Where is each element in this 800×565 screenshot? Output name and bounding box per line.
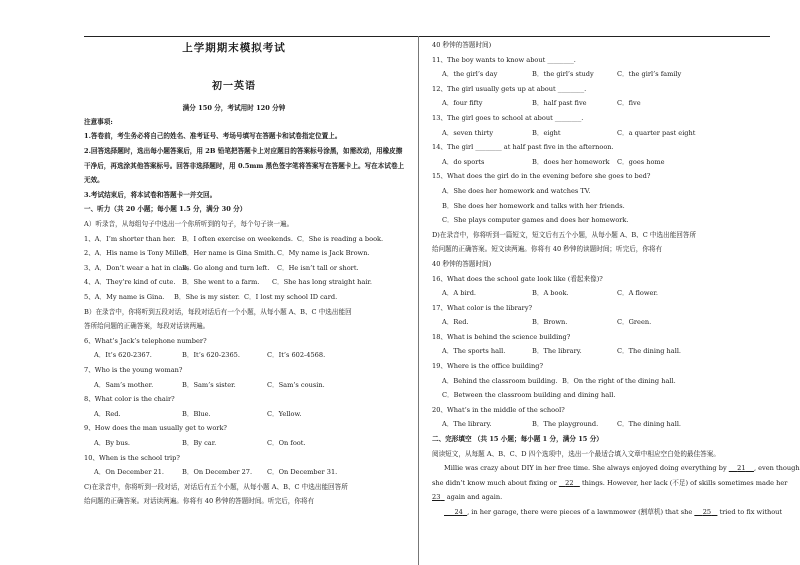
question-6: 6、What’s Jack’s telephone number? [84, 336, 207, 345]
score-info: 满分 150 分，考试用时 120 分钟 [182, 103, 286, 112]
question-17-options: A．Red. B．Brown. C．Green. [442, 318, 652, 327]
exam-title: 上学期期末模拟考试 [182, 42, 286, 54]
question-8-options: A．Red. B．Blue. C．Yellow. [94, 409, 302, 418]
note-2-line-2: 干净后，再选涂其他答案标号。回答非选择题时，用 0.5mm 黑色签字笔将答案写在答题卡上。写在本试卷上 [84, 161, 405, 170]
question-9: 9、How does the man usually get to work? [84, 424, 227, 433]
question-2: 2、A．His name is Tony Miller.B．Her name is Gina Smith.C．My name is Jack Brown. [84, 249, 370, 258]
question-1: 1、A．I’m shorter than her. B．I often exercise on weekends. C．She is reading a book. [84, 234, 384, 243]
note-3: 3.考试结束后，将本试卷和答题卡一并交回。 [84, 190, 217, 199]
section-b-intro-1: B）在录音中，你将听到五段对话，每段对话后有一个小题，从每小题 A、B、C 中选出能回 [84, 307, 352, 316]
note-2-line-1: 2.回答选择题时，选出每小题答案后，用 2B 铅笔把答题卡上对应题目的答案标号涂黑，如需改动，用橡皮擦 [84, 147, 403, 156]
question-15-option-c: C．She plays computer games and does her homework. [442, 216, 629, 225]
question-19-option-c: C．Between the classroom building and dining hall. [442, 391, 616, 400]
note-1: 1.答卷前，考生务必将自己的姓名、准考证号、考场号填写在答题卡和试卷指定位置上。 [84, 132, 342, 141]
question-10: 10、When is the school trip? [84, 453, 180, 462]
question-12: 12、The girl usually gets up at about ________. [432, 84, 587, 93]
section-b-intro-2: 答所给问题的正确答案，每段对话读两遍。 [84, 322, 210, 331]
question-11: 11、The boy wants to know about ________. [432, 55, 576, 64]
column-divider [418, 36, 419, 565]
question-5: 5、A．My name is Gina. B．She is my sister. C．I lost my school ID card. [84, 292, 338, 301]
question-9-options: A．By bus. B．By car. C．On foot. [94, 438, 306, 447]
passage-line-1: Millie was crazy about DIY in her free time. She always enjoyed doing everything by 21 , even though [444, 464, 800, 473]
question-6-options: A．It’s 620-2367. B．It’s 620-2365. C．It’s 602-4568. [94, 351, 326, 360]
right-column [432, 38, 800, 520]
passage-line-2: she didn’t know much about fixing or 22 things. However, her lack (不足) of skills sometimes made her [432, 478, 788, 487]
question-15: 15、What does the girl do in the evening before she goes to bed? [432, 172, 651, 181]
question-12-options: A．four fifty B．half past five C．five [442, 99, 641, 108]
question-19-options: A．Behind the classroom building. B．On the right of the dining hall. [442, 376, 676, 385]
passage-line-3: 23 again and again. [432, 493, 503, 502]
question-17: 17、What color is the library? [432, 303, 533, 312]
passage-line-4: 24 , in her garage, there were pieces of a lawnmower (割草机) that she 25 tried to fix without [454, 508, 783, 516]
question-16-options: A．A bird. B．A book. C．A flower. [442, 289, 658, 298]
question-14-options: A．do sports B．does her homework C．goes home [442, 157, 665, 166]
question-20-options: A．The library. B．The playground. C．The dining hall. [442, 420, 682, 429]
section-d-intro-2: 给问题的正确答案。短文读两遍。你将有 40 秒钟的读题时间；听完后，你将有 [432, 245, 663, 254]
question-18: 18、What is behind the science building? [432, 332, 571, 341]
part2-intro: 阅读短文，从每题 A、B、C、D 四个选项中，选出一个最适合填入文章中相应空白处的最佳答案。 [432, 449, 720, 458]
question-11-options: A．the girl’s day B．the girl’s study C．the girl’s family [442, 70, 682, 79]
question-8: 8、What color is the chair? [84, 395, 175, 404]
question-15-option-b: B．She does her homework and talks with her friends. [442, 201, 625, 210]
top-rule-right [418, 36, 770, 37]
question-20: 20、What’s in the middle of the school? [432, 405, 565, 414]
notes-heading: 注意事项: [84, 117, 113, 126]
question-10-options: A．On December 21. B．On December 27. C．On December 31. [94, 468, 338, 477]
question-3: 3、A．Don’t wear a hat in class.B．Go along and turn left. C．He isn’t tall or short. [84, 263, 359, 272]
question-15-option-a: A．She does her homework and watches TV. [442, 186, 591, 195]
question-19: 19、Where is the office building? [432, 362, 544, 371]
question-13-options: A．seven thirty B．eight C．a quarter past eight [442, 128, 696, 137]
question-7-options: A．Sam’s mother. B．Sam’s sister. C．Sam’s cousin. [94, 380, 325, 389]
question-18-options: A．The sports hall. B．The library. C．The dining hall. [442, 347, 682, 356]
part2-heading: 二、完形填空 （共 15 小题；每小题 1 分，满分 15 分） [432, 435, 603, 444]
section-c-intro-2: 给问题的正确答案。对话读两遍。你将有 40 秒钟的答题时间。听完后，你将有 [84, 497, 315, 506]
section-c-intro-cont: 40 秒钟的答题时间) [432, 41, 492, 49]
section-a-intro: A）听录音，从每组句子中选出一个你所听到的句子，每个句子读一遍。 [84, 220, 294, 229]
part1-heading: 一、听力（共 20 小题；每小题 1.5 分，满分 30 分） [84, 205, 247, 214]
question-14: 14、The girl ________ at half past five in the afternoon. [432, 143, 614, 152]
exam-subtitle: 初一英语 [212, 81, 256, 93]
question-13: 13、The girl goes to school at about ________. [432, 113, 584, 122]
question-4: 4、A．They’re kind of cute. B．She went to a farm. C．She has long straight hair. [84, 278, 372, 287]
left-column [84, 38, 405, 509]
question-7: 7、Who is the young woman? [84, 365, 183, 374]
top-rule-left [84, 36, 418, 37]
section-d-intro-1: D)在录音中，你将听到一篇短文，短文后有五个小题，从每小题 A、B、C 中选出能回答所 [432, 230, 697, 239]
question-16: 16、What does the school gate look like (看起来像)? [432, 274, 603, 283]
section-c-intro-1: C)在录音中，你将听到一段对话，对话后有五个小题，从每小题 A、B、C 中选出能回答所 [84, 482, 348, 491]
section-d-intro-3: 40 秒钟的答题时间) [432, 259, 492, 268]
note-2-line-3: 无效。 [84, 176, 104, 185]
